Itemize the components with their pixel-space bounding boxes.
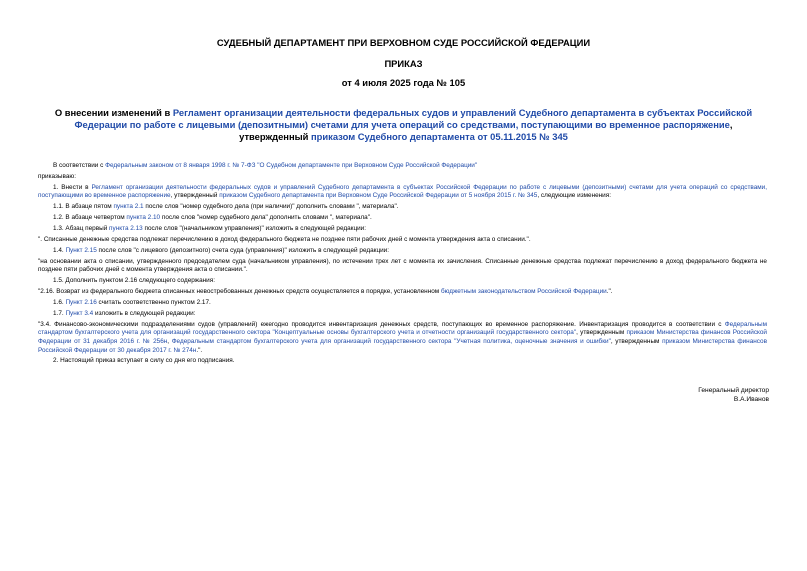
- paragraph-text: после слов "с лицевого (депозитного) счета суда (управления)" изложить в следующей редакции:: [96, 246, 390, 254]
- paragraph-text: "3.4. Финансово-экономическими подразделениями судов (управлений) ежегодно проводится инвентаризация денежных средств, поступающих во временное распоряжение. Инвентаризация проводится в соответствии с: [38, 320, 725, 328]
- link-standard-conceptual[interactable]: Федеральным стандартом бухгалтерского учета для организаций государственного сектора "Концептуальные основы бухгалтерского учета и отчетности организаций государственного сектора": [38, 320, 767, 337]
- link-standard-policy[interactable]: Федеральным стандартом бухгалтерского учета для организаций государственного сектора "Учетная политика, оценочные значения и ошибки": [171, 337, 611, 345]
- signatory-position: Генеральный директор: [698, 387, 769, 394]
- paragraph: [38, 214, 767, 223]
- paragraph-text: , утвержденным: [576, 329, 627, 337]
- paragraph-text: 1.7.: [53, 309, 66, 317]
- title-text: , утвержденный: [239, 119, 733, 142]
- paragraph-text: , утвержденным: [610, 337, 663, 345]
- document-title: [40, 107, 767, 143]
- paragraph-text: .".: [606, 288, 613, 296]
- paragraph: [38, 225, 767, 234]
- link-order-274n[interactable]: приказом Министерства финансов Российской Федерации от 30 декабря 2017 г. № 274н: [38, 337, 768, 354]
- paragraph-text: изложить в следующей редакции:: [93, 309, 196, 317]
- title-link-order[interactable]: приказом Судебного департамента от 05.11.2015 № 345: [311, 131, 568, 142]
- document-type: ПРИКАЗ: [384, 58, 423, 69]
- paragraph: [38, 184, 767, 201]
- link-order-345[interactable]: приказом Судебного департамента при Верховном Суде Российской Федерации от 5 ноября 2015 г. № 345: [219, 192, 538, 200]
- paragraph-text: "2.16. Возврат из федерального бюджета списанных невостребованных денежных средств осуществляется в порядке, установленном: [38, 288, 441, 296]
- paragraph: [38, 247, 767, 256]
- paragraph: "на основании акта о списании, утвержденного председателем суда (начальником управления), по истечении трех лет с момента их зачисления. Списанные денежные средства подлежат перечислению в доход федерального бюджета не позднее пяти рабочих дней с момента утверждения акта о списании.".: [38, 257, 767, 274]
- paragraph-text: 1.4.: [53, 246, 66, 254]
- paragraph-text: 1.2. В абзаце четвертом: [53, 214, 127, 222]
- paragraph-text: В соответствии с: [53, 162, 106, 169]
- paragraph: приказываю:: [38, 172, 76, 180]
- paragraph-text: , следующие изменения:: [537, 192, 611, 200]
- link-item-2-15[interactable]: Пункт 2.15: [65, 246, 97, 254]
- title-link-regulation[interactable]: Регламент организации деятельности федеральных судов и управлений Судебного департамента в субъектах Российской Федерации по работе с лицевыми (депозитными) счетами для учета операций со средствами, поступающими во временное распоряжение: [74, 107, 753, 130]
- link-item-2-13[interactable]: пункта 2.13: [109, 225, 143, 233]
- link-item-3-4[interactable]: Пункт 3.4: [65, 309, 94, 317]
- paragraph: [38, 203, 767, 212]
- title-text: О внесении изменений в: [54, 107, 173, 118]
- paragraph-text: после слов "(начальником управления)" изложить в следующей редакции:: [142, 225, 367, 233]
- paragraph: 2. Настоящий приказ вступает в силу со дня его подписания.: [53, 357, 235, 365]
- paragraph-text: ,: [167, 337, 172, 345]
- paragraph-text: после слов "номер судебного дела" дополнить словами ", материала".: [160, 214, 372, 222]
- signatory-name: В.А.Иванов: [733, 396, 769, 403]
- link-order-256n[interactable]: приказом Министерства финансов Российской Федерации от 31 декабря 2016 г. № 256н: [38, 329, 768, 345]
- paragraph: [38, 299, 767, 308]
- paragraph-text: 1.6.: [53, 298, 66, 306]
- paragraph: 1.5. Дополнить пунктом 2.16 следующего содержания:: [53, 277, 215, 285]
- link-regulation[interactable]: Регламент организации деятельности федеральных судов и управлений Судебного департамента в субъектах Российской Федерации по работе с лицевыми (депозитными) счетами для учета операций со средствами, поступающими во временное распоряжение: [38, 183, 767, 200]
- signature-block: [698, 386, 769, 404]
- document-body: [38, 162, 767, 368]
- paragraph-text: считать соответственно пунктом 2.17.: [96, 298, 211, 306]
- paragraph: [38, 288, 767, 297]
- paragraph-text: , утвержденный: [170, 192, 220, 200]
- link-item-2-16[interactable]: Пункт 2.16: [65, 298, 97, 306]
- paragraph: [38, 162, 767, 171]
- link-federal-law[interactable]: Федеральным законом от 8 января 1998 г. № 7-ФЗ "О Судебном департаменте при Верховном Суде Российской Федерации": [105, 162, 478, 169]
- department-heading: СУДЕБНЫЙ ДЕПАРТАМЕНТ ПРИ ВЕРХОВНОМ СУДЕ РОССИЙСКОЙ ФЕДЕРАЦИИ: [216, 37, 591, 48]
- paragraph-text: .".: [196, 346, 203, 354]
- document-date-number: от 4 июля 2025 года № 105: [341, 77, 466, 88]
- link-item-2-1[interactable]: пункта 2.1: [113, 203, 144, 211]
- paragraph-text: 1.1. В абзаце пятом: [53, 203, 114, 211]
- paragraph-text: 1. Внести в: [53, 183, 92, 191]
- paragraph: ". Списанные денежные средства подлежат перечислению в доход федерального бюджета не позднее пяти рабочих дней с момента утверждения акта о списании.".: [38, 235, 531, 243]
- paragraph: [38, 321, 767, 355]
- link-budget-legislation[interactable]: бюджетным законодательством Российской Федерации: [440, 288, 607, 296]
- paragraph: [38, 310, 767, 319]
- paragraph-text: 1.3. Абзац первый: [53, 225, 110, 233]
- paragraph-text: после слов "номер судебного дела (при наличии)" дополнить словами ", материала".: [143, 203, 399, 211]
- link-item-2-10[interactable]: пункта 2.10: [126, 214, 161, 222]
